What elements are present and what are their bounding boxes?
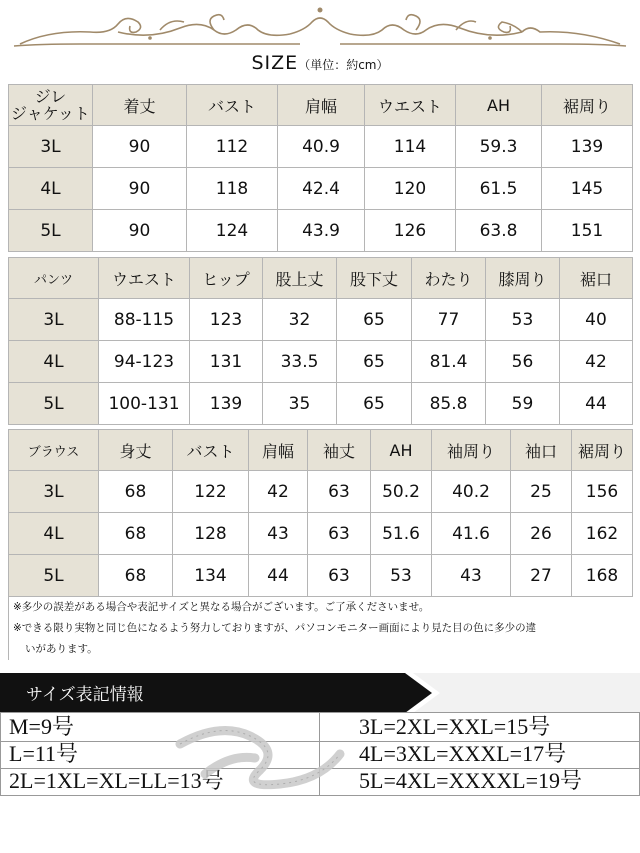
table-cell: 56: [486, 341, 560, 383]
gilet-label: ジレ ジャケット: [9, 85, 93, 126]
table-cell: 128: [173, 513, 249, 555]
size-title-unit: （単位：約cm）: [298, 58, 389, 72]
table-cell: 88-115: [99, 299, 190, 341]
gilet-header-cell: バスト: [187, 85, 278, 126]
pants-header-row: [9, 258, 633, 299]
table-cell: 42: [249, 471, 308, 513]
size-equivalence: 2L=1XL=XL=LL=13号: [9, 768, 224, 793]
gilet-header-cell: AH: [456, 85, 542, 126]
table-cell: 44: [560, 383, 633, 425]
table-cell: 65: [337, 341, 412, 383]
table-cell: 25: [511, 471, 572, 513]
table-cell: 65: [337, 383, 412, 425]
table-cell: 90: [93, 126, 187, 168]
table-cell: 65: [337, 299, 412, 341]
table-cell: 145: [542, 168, 633, 210]
size-label: 3L: [9, 126, 93, 168]
gilet-header-row: [9, 85, 633, 126]
table-cell: 100-131: [99, 383, 190, 425]
blouse-header-cell: バスト: [173, 430, 249, 471]
table-cell: 114: [365, 126, 456, 168]
blouse-header-cell: AH: [371, 430, 432, 471]
table-cell: 68: [99, 471, 173, 513]
size-label: 5L: [9, 383, 99, 425]
size-label: 4L: [9, 341, 99, 383]
table-cell: 42.4: [278, 168, 365, 210]
table-cell: 43.9: [278, 210, 365, 252]
table-row: [9, 471, 633, 513]
size-info-heading: サイズ表記情報: [26, 685, 144, 705]
table-cell: 40: [560, 299, 633, 341]
table-cell: 94-123: [99, 341, 190, 383]
note-line: ※多少の誤差がある場合や表記サイズと異なる場合がございます。ご了承くださいませ。: [13, 601, 430, 613]
table-cell: 63: [308, 555, 371, 597]
table-cell: 26: [511, 513, 572, 555]
table-cell: 77: [412, 299, 486, 341]
table-cell: 59: [486, 383, 560, 425]
table-cell: 168: [572, 555, 633, 597]
pants-label: パンツ: [9, 258, 99, 299]
blouse-header-cell: 肩幅: [249, 430, 308, 471]
pants-header-cell: ウエスト: [99, 258, 190, 299]
gilet-header-cell: 肩幅: [278, 85, 365, 126]
table-cell: 134: [173, 555, 249, 597]
size-equivalence: 3L=2XL=XXL=15号: [359, 714, 551, 739]
table-row: [9, 341, 633, 383]
size-label: 3L: [9, 299, 99, 341]
table-cell: 131: [190, 341, 263, 383]
table-cell: 63: [308, 471, 371, 513]
blouse-header-cell: 袖周り: [432, 430, 511, 471]
table-row: [9, 126, 633, 168]
blouse-header-cell: 身丈: [99, 430, 173, 471]
table-cell: 53: [371, 555, 432, 597]
size-chart-title: [0, 52, 640, 74]
table-cell: 151: [542, 210, 633, 252]
table-cell: 90: [93, 168, 187, 210]
table-cell: 156: [572, 471, 633, 513]
size-equivalence: 4L=3XL=XXXL=17号: [359, 741, 567, 766]
table-row: [9, 210, 633, 252]
size-equivalence: 5L=4XL=XXXXL=19号: [359, 768, 582, 793]
table-cell: 139: [190, 383, 263, 425]
blouse-header-row: [9, 430, 633, 471]
table-cell: 43: [249, 513, 308, 555]
size-label: 3L: [9, 471, 99, 513]
table-row: [9, 383, 633, 425]
table-cell: 124: [187, 210, 278, 252]
table-cell: 68: [99, 513, 173, 555]
table-cell: 33.5: [263, 341, 337, 383]
table-cell: 41.6: [432, 513, 511, 555]
table-cell: 63: [308, 513, 371, 555]
pants-header-cell: 股上丈: [263, 258, 337, 299]
note-line: いがあります。: [25, 643, 98, 655]
size-label: 4L: [9, 513, 99, 555]
table-row: [9, 555, 633, 597]
table-row: [9, 299, 633, 341]
pants-header-cell: 裾口: [560, 258, 633, 299]
table-row: [9, 513, 633, 555]
size-equivalence: L=11号: [9, 741, 79, 766]
pants-size-table: [8, 257, 633, 425]
note-line: ※できる限り実物と同じ色になるよう努力しておりますが、パソコンモニター画面により見た目の色に多少の違: [13, 622, 537, 634]
table-cell: 53: [486, 299, 560, 341]
blouse-header-cell: 袖口: [511, 430, 572, 471]
table-cell: 27: [511, 555, 572, 597]
table-cell: 42: [560, 341, 633, 383]
gilet-size-table: [8, 84, 633, 252]
notes-block: [8, 597, 632, 660]
table-cell: 63.8: [456, 210, 542, 252]
size-equivalence: M=9号: [9, 714, 74, 739]
pants-header-cell: 膝周り: [486, 258, 560, 299]
size-label: 5L: [9, 555, 99, 597]
table-cell: 32: [263, 299, 337, 341]
gilet-header-cell: 着丈: [93, 85, 187, 126]
table-cell: 51.6: [371, 513, 432, 555]
pants-header-cell: わたり: [412, 258, 486, 299]
table-cell: 118: [187, 168, 278, 210]
gilet-header-cell: ウエスト: [365, 85, 456, 126]
table-cell: 126: [365, 210, 456, 252]
table-cell: 59.3: [456, 126, 542, 168]
table-cell: 68: [99, 555, 173, 597]
table-cell: 40.9: [278, 126, 365, 168]
table-cell: 35: [263, 383, 337, 425]
table-row: [9, 168, 633, 210]
gilet-header-cell: 裾周り: [542, 85, 633, 126]
table-cell: 44: [249, 555, 308, 597]
blouse-label: ブラウス: [9, 430, 99, 471]
table-cell: 162: [572, 513, 633, 555]
blouse-header-cell: 裾周り: [572, 430, 633, 471]
blouse-size-table: [8, 429, 633, 597]
table-cell: 122: [173, 471, 249, 513]
table-cell: 85.8: [412, 383, 486, 425]
pants-header-cell: ヒップ: [190, 258, 263, 299]
blouse-header-cell: 袖丈: [308, 430, 371, 471]
measuring-tape-icon: [160, 714, 350, 794]
pants-header-cell: 股下丈: [337, 258, 412, 299]
table-cell: 139: [542, 126, 633, 168]
table-cell: 61.5: [456, 168, 542, 210]
size-label: 4L: [9, 168, 93, 210]
table-cell: 120: [365, 168, 456, 210]
decorative-scroll-border: [0, 0, 640, 60]
table-cell: 40.2: [432, 471, 511, 513]
table-cell: 112: [187, 126, 278, 168]
size-label: 5L: [9, 210, 93, 252]
table-cell: 81.4: [412, 341, 486, 383]
size-title-main: SIZE: [251, 52, 299, 74]
table-cell: 50.2: [371, 471, 432, 513]
table-cell: 123: [190, 299, 263, 341]
table-cell: 43: [432, 555, 511, 597]
table-cell: 90: [93, 210, 187, 252]
